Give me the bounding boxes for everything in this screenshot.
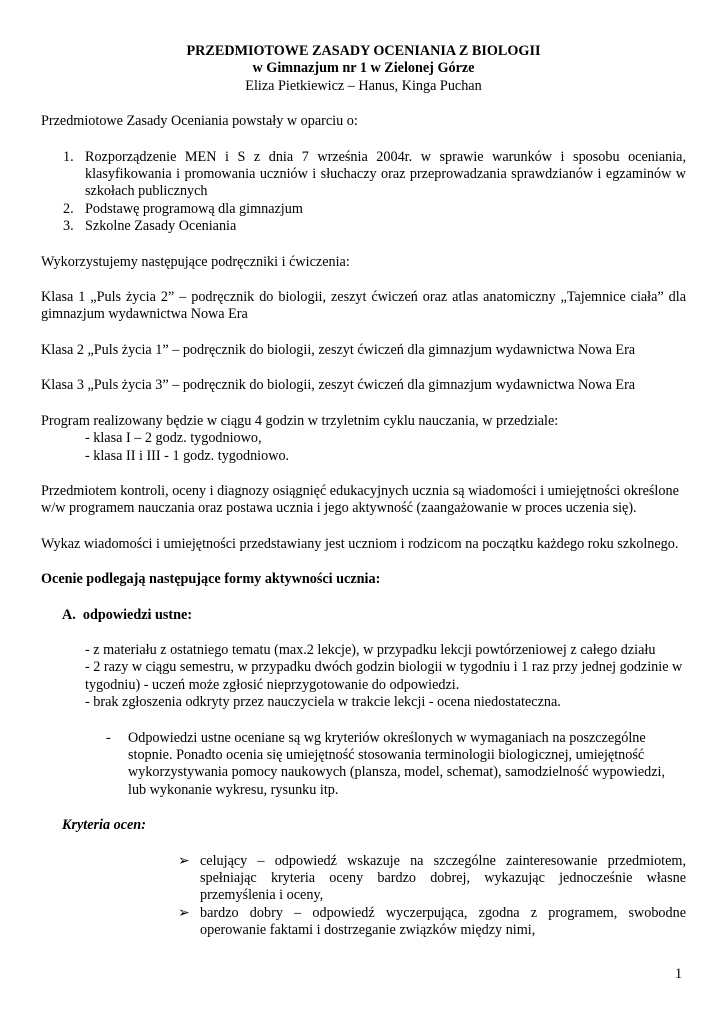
criteria-heading: Kryteria ocen: (62, 817, 146, 834)
basis-item (41, 201, 686, 218)
basis-text: Rozporządzenie MEN i S z dnia 7 września 2004r. w sprawie warunków i sposobu oceniania, klasyfikowania i promowania uczniów i słuchaczy oraz przeprowadzania sprawdzianów i egzaminów w szkołach publicznych (85, 148, 686, 200)
document-school: w Gimnazjum nr 1 w Zielonej Górze (252, 60, 475, 77)
klasa3-books: Klasa 3 „Puls życia 3” – podręcznik do biologii, zeszyt ćwiczeń dla gimnazjum wydawnictwa Nowa Era (41, 377, 636, 394)
forms-heading: Ocenie podlegają następujące formy aktywności ucznia: (41, 571, 381, 588)
criteria-item (41, 853, 686, 905)
section-a-line: - 2 razy w ciągu semestru, w przypadku dwóch godzin biologii w tygodniu i 1 raz przy jednej godzinie w tygodniu) - uczeń może zgłosić nieprzygotowanie do odpowiedzi. (85, 659, 683, 693)
klasa2-books: Klasa 2 „Puls życia 1” – podręcznik do biologii, zeszyt ćwiczeń dla gimnazjum wydawnictwa Nowa Era (41, 341, 636, 358)
dash-bullet: - (106, 729, 111, 746)
basis-item (41, 149, 686, 201)
basis-text: Szkolne Zasady Oceniania (85, 218, 237, 235)
basis-text: Podstawę programową dla gimnazjum (85, 200, 303, 217)
wykaz-text: Wykaz wiadomości i umiejętności przedstawiany jest uczniom i rodzicom na początku każdego roku szkolnego. (41, 535, 679, 552)
basis-number: 2. (63, 200, 74, 217)
basis-number: 1. (63, 148, 74, 165)
section-a-line: - brak zgłoszenia odkryty przez nauczyciela w trakcie lekcji - ocena niedostateczna. (85, 694, 561, 711)
criteria-text: celujący – odpowiedź wskazuje na szczególne zainteresowanie przedmiotem, spełniając kryteria oceny bardzo dobrej, wykazując jednocześnie własne przemyślenia i oceny, (200, 852, 686, 904)
criteria-item (41, 905, 686, 940)
program-text: Program realizowany będzie w ciągu 4 godzin w trzyletnim cyklu nauczania, w przedziale: (41, 412, 559, 429)
arrow-bullet-icon: ➢ (178, 852, 190, 869)
criteria-text: bardzo dobry – odpowiedź wyczerpująca, zgodna z programem, swobodne operowanie faktami i dostrzeganie związków między nimi, (200, 904, 686, 939)
intro-text: Przedmiotowe Zasady Oceniania powstały w oparciu o: (41, 113, 358, 130)
basis-item (41, 218, 686, 235)
program-line: - klasa I – 2 godz. tygodniowo, (85, 430, 262, 447)
criteria-list (41, 853, 686, 940)
section-a-title: odpowiedzi ustne: (82, 606, 193, 623)
document-authors: Eliza Pietkiewicz – Hanus, Kinga Puchan (245, 77, 482, 94)
section-a-label: A. (62, 606, 76, 623)
oral-criteria-text: Odpowiedzi ustne oceniane są wg kryteriów określonych w wymaganiach na poszczególne stopnie. Ponadto ocenia się umiejętność stosowania terminologii biologicznej, umiejętność wykorzystywania pomocy naukowych (plansza, model, schemat), samodzielność wypowiedzi, lub wykonanie wykresu, rysunku itp. (128, 729, 666, 798)
page-number: 1 (675, 966, 683, 982)
program-line: - klasa II i III - 1 godz. tygodniowo. (85, 447, 290, 464)
klasa1-books: Klasa 1 „Puls życia 2” – podręcznik do biologii, zeszyt ćwiczeń oraz atlas anatomiczny „Tajemnice ciała” dla gimnazjum wydawnictwa Nowa Era (41, 289, 686, 323)
books-intro: Wykorzystujemy następujące podręczniki i ćwiczenia: (41, 253, 350, 270)
control-text: Przedmiotem kontroli, oceny i diagnozy osiągnięć edukacyjnych ucznia są wiadomości i umiejętności określone w/w programem nauczania oraz postawa ucznia i jego aktywność (zaangażowanie w proces uczenia się). (41, 482, 679, 517)
arrow-bullet-icon: ➢ (178, 904, 190, 921)
document-page (41, 38, 686, 940)
section-a-line: - z materiału z ostatniego tematu (max.2 lekcje), w przypadku lekcji powtórzeniowej z całego działu (85, 641, 656, 658)
basis-list (41, 149, 686, 236)
document-title: PRZEDMIOTOWE ZASADY OCENIANIA Z BIOLOGII (186, 43, 541, 59)
section-a-heading (41, 607, 686, 624)
basis-number: 3. (63, 218, 74, 235)
oral-criteria-note (41, 730, 686, 800)
